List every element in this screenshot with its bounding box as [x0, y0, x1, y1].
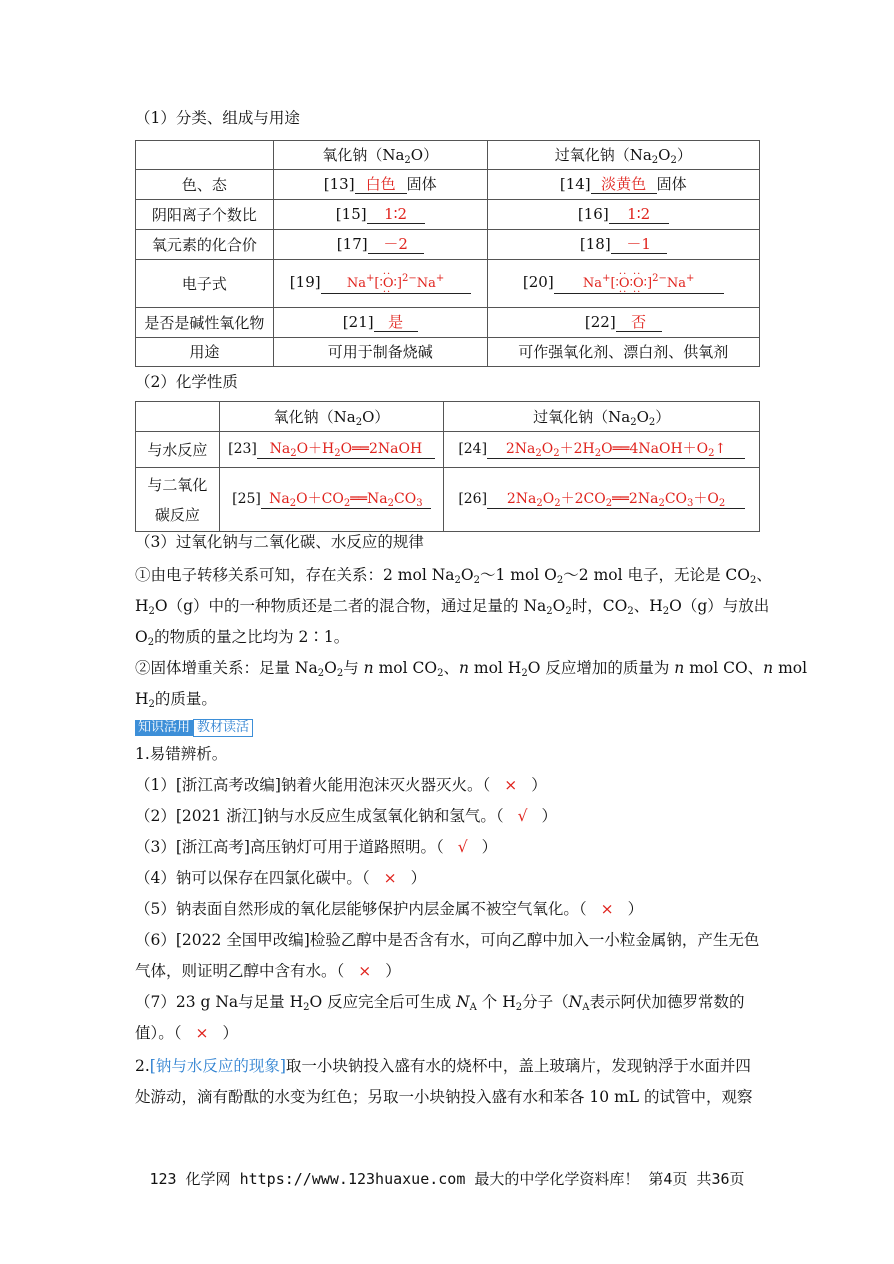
- list-item: （4）钠可以保存在四氯化碳中。（ × ）: [135, 869, 427, 887]
- cell: [23] $Na_2O+H_2O══2NaOH$: [219, 432, 444, 468]
- table-row: [136, 170, 760, 200]
- rule-1-line-3: $O_2$的物质的量之比均为 2∶1。: [135, 628, 350, 648]
- answer-18: －1: [611, 235, 667, 254]
- question-1-title: 1.易错辨析。: [135, 745, 228, 763]
- badge-knowledge-apply: 知识活用: [135, 720, 193, 736]
- classification-table: [135, 140, 760, 367]
- table-row: [136, 468, 760, 532]
- section-2-title: （2）化学性质: [135, 373, 238, 391]
- equation-26: $2Na_2O_2+2CO_2══2Na_2CO_3+O_2$: [487, 490, 745, 509]
- row-label: 色、态: [136, 170, 274, 200]
- answer-13: 白色: [355, 175, 407, 194]
- answer-15: 1∶2: [367, 205, 425, 224]
- list-item-continued: 气体，则证明乙醇中含有水。（ × ）: [135, 962, 401, 980]
- cross-mark-icon: ×: [600, 900, 614, 918]
- cross-mark-icon: ×: [195, 1024, 209, 1042]
- cross-mark-icon: ×: [358, 962, 372, 980]
- cell: [25] $Na_2O+CO_2══Na_2CO_3$: [219, 468, 444, 532]
- cell: [26] $2Na_2O_2+2CO_2══2Na_2CO_3+O_2$: [444, 468, 760, 532]
- answer-16: 1∶2: [609, 205, 669, 224]
- header-na2o: 氧化钠$(Na_2O)$: [273, 141, 487, 170]
- row-label: 与水反应: [136, 432, 220, 468]
- section-3-title: （3）过氧化钠与二氧化碳、水反应的规律: [135, 533, 424, 551]
- cell: [20] Na+[∶·· O ··∶·· O ··∶]$^{2-}$Na+: [487, 260, 759, 308]
- row-label: 与二氧化 碳反应: [136, 468, 220, 532]
- table-row: [136, 200, 760, 230]
- row-label: 氧元素的化合价: [136, 230, 274, 260]
- header-na2o2: 过氧化钠$(Na_2O_2)$: [487, 141, 759, 170]
- list-item: （3）[浙江高考]高压钠灯可用于道路照明。（ √ ）: [135, 838, 498, 856]
- cell: [14] 淡黄色 固体: [487, 170, 759, 200]
- cross-mark-icon: ×: [383, 869, 397, 887]
- list-item: （5）钠表面自然形成的氧化层能够保护内层金属不被空气氧化。（ × ）: [135, 900, 644, 918]
- cross-mark-icon: ×: [504, 776, 518, 794]
- answer-22: 否: [616, 313, 662, 332]
- chemical-properties-table: [135, 401, 760, 532]
- cell: [18] －1: [487, 230, 759, 260]
- answer-17: －2: [368, 235, 424, 254]
- table-row: [136, 230, 760, 260]
- table-row: [136, 432, 760, 468]
- table-row: [136, 338, 760, 367]
- question-2-tag: [钠与水反应的现象]: [149, 1057, 286, 1075]
- answer-19-electron-formula: Na+[∶·· O ··∶]$^{2-}$Na+: [321, 275, 471, 294]
- table-header-row: [136, 402, 760, 432]
- answer-20-electron-formula: Na+[∶·· O ··∶·· O ··∶]$^{2-}$Na+: [554, 275, 724, 294]
- equation-23: $Na_2O+H_2O══2NaOH$: [257, 440, 435, 459]
- cell: [19] Na+[∶·· O ··∶]$^{2-}$Na+: [273, 260, 487, 308]
- cell: [13] 白色 固体: [273, 170, 487, 200]
- answer-14: 淡黄色: [591, 175, 657, 194]
- cell: [15] 1∶2: [273, 200, 487, 230]
- cell: [21] 是: [273, 308, 487, 338]
- header-na2o: 氧化钠$(Na_2O)$: [219, 402, 444, 432]
- list-item: （7）23 g Na与足量 $H_2O$ 反应完全后可生成 $N_A$ 个 $H_2$分子（$N_A$表示阿伏加德罗常数的: [135, 993, 745, 1013]
- header-empty: [136, 402, 220, 432]
- list-item-continued: 值）。（ × ）: [135, 1024, 239, 1042]
- rule-2-line-1: ②固体增重关系：足量 $Na_2O_2$与 n mol $CO_2$、n mol $H_2O$ 反应增加的质量为 n mol CO、n mol: [135, 659, 808, 679]
- question-2-line-2: 处游动，滴有酚酞的水变为红色；另取一小块钠投入盛有水和苯各 10 mL 的试管中，观察: [135, 1088, 753, 1106]
- equation-24: $2Na_2O_2+2H_2O══4NaOH+O_2↑$: [487, 440, 745, 459]
- list-item: （1）[浙江高考改编]钠着火能用泡沫灭火器灭火。（ × ）: [135, 776, 547, 794]
- row-label: 用途: [136, 338, 274, 367]
- cell: [24] $2Na_2O_2+2H_2O══4NaOH+O_2↑$: [444, 432, 760, 468]
- table-row: [136, 260, 760, 308]
- table-row: [136, 308, 760, 338]
- badge-row: [135, 716, 253, 737]
- badge-textbook-reading: 教材读活: [193, 719, 253, 737]
- cell: [22] 否: [487, 308, 759, 338]
- answer-21: 是: [374, 313, 418, 332]
- cell: 可作强氧化剂、漂白剂、供氧剂: [487, 338, 759, 367]
- section-1-title: （1）分类、组成与用途: [135, 109, 300, 127]
- check-mark-icon: √: [457, 838, 468, 856]
- cell: [16] 1∶2: [487, 200, 759, 230]
- header-na2o2: 过氧化钠$(Na_2O_2)$: [444, 402, 760, 432]
- list-item: （2）[2021 浙江]钠与水反应生成氢氧化钠和氢气。（ √ ）: [135, 807, 557, 825]
- equation-25: $Na_2O+CO_2══Na_2CO_3$: [261, 490, 431, 509]
- check-mark-icon: √: [517, 807, 528, 825]
- rule-2-line-2: $H_2$的质量。: [135, 690, 217, 710]
- row-label: 是否是碱性氧化物: [136, 308, 274, 338]
- rule-1-line-2: $H_2O(g)$中的一种物质还是二者的混合物，通过足量的 $Na_2O_2$时，$CO_2$、$H_2O(g)$与放出: [135, 597, 770, 617]
- question-2-line-1: 2.[钠与水反应的现象]取一小块钠投入盛有水的烧杯中，盖上玻璃片，发现钠浮于水面并四: [135, 1057, 751, 1075]
- row-label: 电子式: [136, 260, 274, 308]
- cell: 可用于制备烧碱: [273, 338, 487, 367]
- header-empty: [136, 141, 274, 170]
- page-footer: 123 化学网 https://www.123huaxue.com 最大的中学化学资料库！ 第4页 共36页: [149, 1170, 745, 1188]
- list-item: （6）[2022 全国甲改编]检验乙醇中是否含有水，可向乙醇中加入一小粒金属钠，产生无色: [135, 931, 760, 949]
- row-label: 阴阳离子个数比: [136, 200, 274, 230]
- cell: [17] －2: [273, 230, 487, 260]
- table-header-row: [136, 141, 760, 170]
- rule-1-line-1: ①由电子转移关系可知，存在关系：2 mol $Na_2O_2\sim 1$ mol $O_2\sim 2$ mol 电子，无论是 $CO_2$、: [135, 566, 772, 586]
